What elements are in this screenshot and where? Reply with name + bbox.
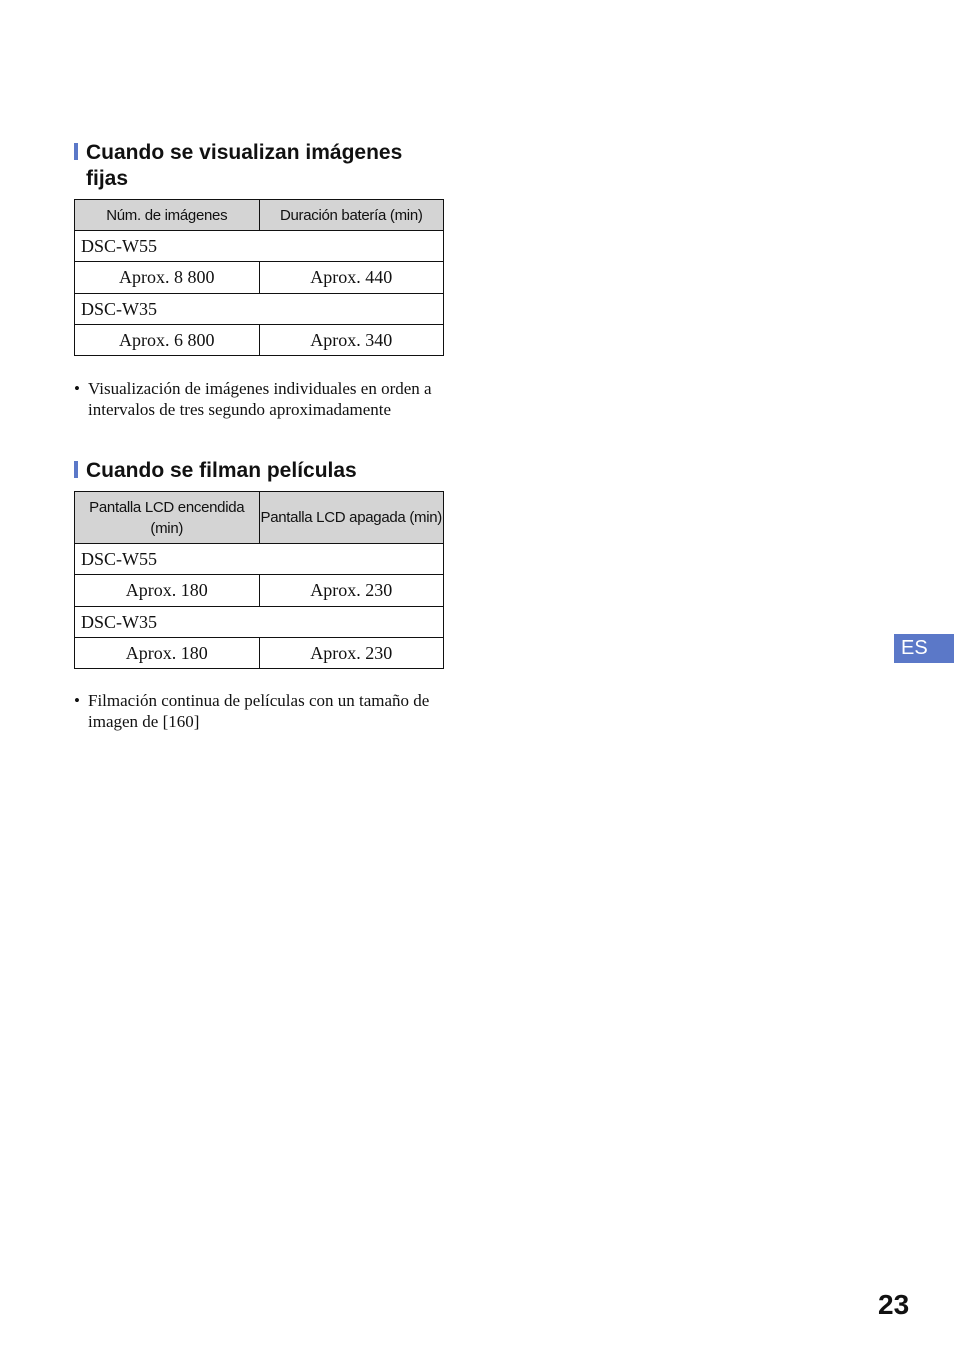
table-row <box>75 575 444 607</box>
value-cell: Aprox. 440 <box>259 262 444 294</box>
heading-marker <box>74 461 78 478</box>
section-movies <box>74 458 444 732</box>
model-name: DSC-W55 <box>75 544 444 575</box>
value-cell: Aprox. 6 800 <box>75 325 260 356</box>
table-row <box>75 638 444 669</box>
value-cell: Aprox. 230 <box>259 575 444 607</box>
value-cell: Aprox. 340 <box>259 325 444 356</box>
column-header: Duración batería (min) <box>259 200 444 231</box>
page-number: 23 <box>878 1289 910 1320</box>
table-row <box>75 262 444 294</box>
battery-table-still <box>74 199 444 356</box>
value-cell: Aprox. 180 <box>75 638 260 669</box>
section-still-images <box>74 140 444 420</box>
bullet-icon: • <box>74 691 80 710</box>
value-cell: Aprox. 230 <box>259 638 444 669</box>
heading-marker <box>74 143 78 160</box>
section-heading <box>74 458 444 484</box>
model-row <box>75 607 444 638</box>
section-heading <box>74 140 444 192</box>
column-header: Pantalla LCD apagada (min) <box>259 492 444 544</box>
table-row <box>75 325 444 356</box>
section-heading-text: Cuando se visualizan imágenes fijas <box>86 141 403 190</box>
language-tab: ES <box>894 634 954 663</box>
section-heading-text: Cuando se filman películas <box>86 459 357 482</box>
model-row <box>75 294 444 325</box>
footnote <box>74 378 448 420</box>
model-name: DSC-W35 <box>75 294 444 325</box>
footnote <box>74 690 448 732</box>
model-name: DSC-W55 <box>75 231 444 262</box>
model-row <box>75 231 444 262</box>
model-row <box>75 544 444 575</box>
battery-table-movies <box>74 491 444 669</box>
column-header: Núm. de imágenes <box>75 200 260 231</box>
table-header-row <box>75 200 444 231</box>
footnote-text: Visualización de imágenes individuales en orden a intervalos de tres segundo aproximadamente <box>88 379 432 419</box>
column-header: Pantalla LCD encendida (min) <box>75 492 260 544</box>
table-header-row <box>75 492 444 544</box>
footnote-text: Filmación continua de películas con un tamaño de imagen de [160] <box>88 691 430 731</box>
bullet-icon: • <box>74 379 80 398</box>
model-name: DSC-W35 <box>75 607 444 638</box>
value-cell: Aprox. 8 800 <box>75 262 260 294</box>
value-cell: Aprox. 180 <box>75 575 260 607</box>
